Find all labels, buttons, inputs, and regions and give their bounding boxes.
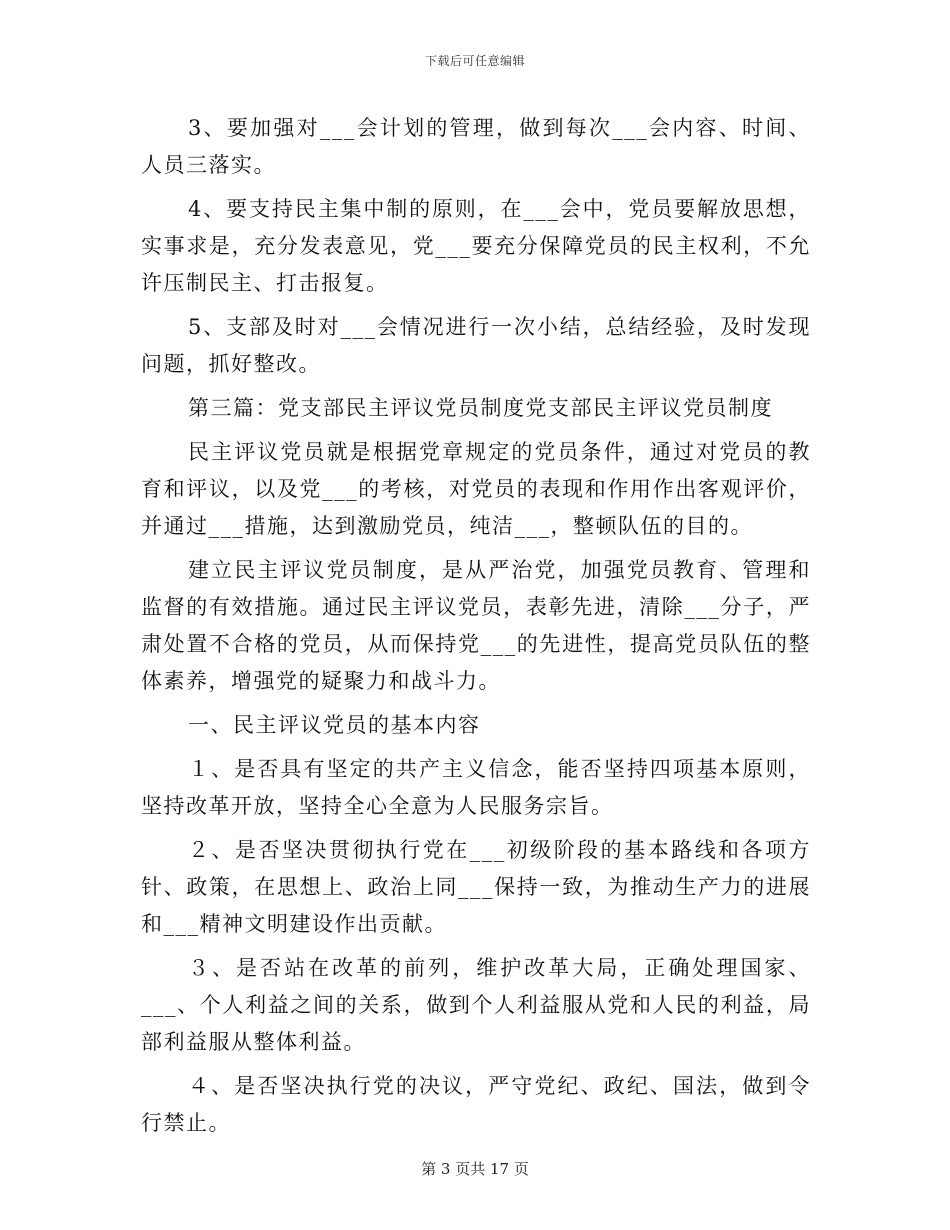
section-title: 第三篇：党支部民主评议党员制度党支部民主评议党员制度 (188, 396, 773, 420)
paragraph-item-3: 3、要加强对___会计划的管理，做到每次___会内容、时间、人员三落实。 (141, 116, 811, 177)
paragraph-intro: 民主评议党员就是根据党章规定的党员条件，通过对党员的教育和评议，以及党___的考核，对党员的表现和作用作出客观评价，并通过___措施，达到激励党员，纯洁___，整顿队伍的目的。 (141, 440, 811, 538)
page-footer: 第 3 页共 17 页 (421, 1160, 529, 1178)
paragraph-item-5: 5、支部及时对___会情况进行一次小结，总结经验，及时发现问题，抓好整改。 (141, 315, 811, 376)
document-body (141, 110, 811, 1149)
subsection-heading: 一、民主评议党员的基本内容 (188, 713, 481, 737)
paragraph-item-4: 4、要支持民主集中制的原则，在___会中，党员要解放思想，实事求是，充分发表意见，党___要充分保障党员的民主权利，不允许压制民主、打击报复。 (141, 197, 811, 295)
page-header: 下载后可任意编辑 (424, 54, 525, 68)
paragraph-purpose: 建立民主评议党员制度，是从严治党，加强党员教育、管理和监督的有效措施。通过民主评议党员，表彰先进，清除___分子，严肃处置不合格的党员，从而保持党___的先进性，提高党员队伍的整体素养，增强党的疑聚力和战斗力。 (141, 558, 811, 693)
content-item-3: ３、是否站在改革的前列，维护改革大局，正确处理国家、___、个人利益之间的关系，做到个人利益服从党和人民的利益，局部利益服从整体利益。 (141, 956, 811, 1054)
content-item-1: １、是否具有坚定的共产主义信念，能否坚持四项基本原则，坚持改革开放，坚持全心全意为人民服务宗旨。 (141, 757, 811, 818)
content-item-4: ４、是否坚决执行党的决议，严守党纪、政纪、国法，做到令行禁止。 (141, 1074, 811, 1135)
content-item-2: ２、是否坚决贯彻执行党在___初级阶段的基本路线和各项方针、政策，在思想上、政治上同___保持一致，为推动生产力的进展和___精神文明建设作出贡献。 (141, 838, 811, 936)
